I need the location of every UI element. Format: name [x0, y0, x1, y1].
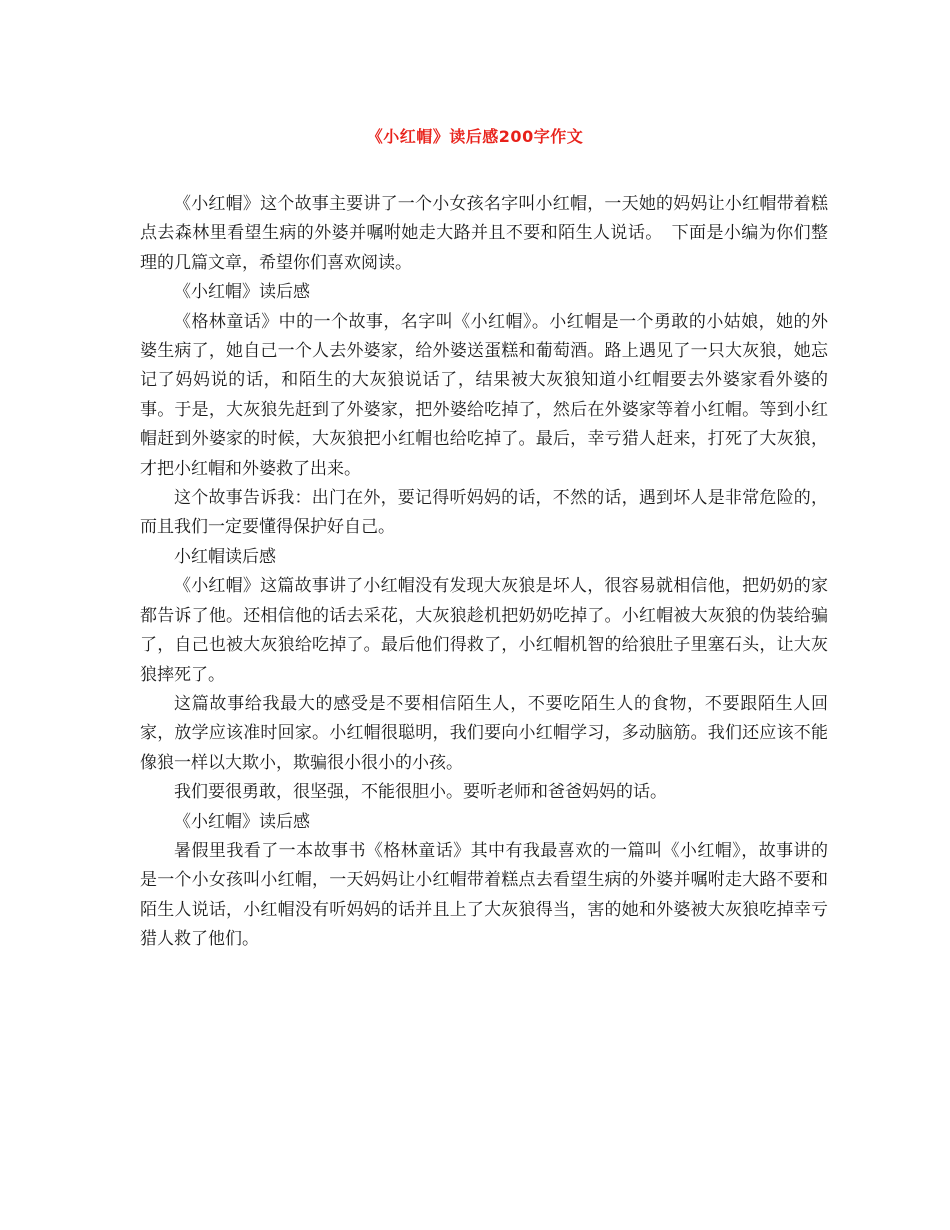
paragraph: 我们要很勇敢，很坚强，不能很胆小。要听老师和爸爸妈妈的话。 — [174, 782, 667, 803]
paragraph: 这个故事告诉我：出门在外，要记得听妈妈的话，不然的话，遇到坏人是非常危险的，而且我们一定要懂得保护好自己。 — [140, 488, 828, 538]
paragraph: 这篇故事给我最大的感受是不要相信陌生人，不要吃陌生人的食物，不要跟陌生人回家，放学应该准时回家。小红帽很聪明，我们要向小红帽学习，多动脑筋。我们还应该不能像狼一样以大欺小，欺骗很小很小的小孩。 — [140, 693, 828, 773]
section-heading: 《小红帽》读后感 — [174, 811, 310, 832]
paragraph-intro: 《小红帽》这个故事主要讲了一个小女孩名字叫小红帽，一天她的妈妈让小红帽带着糕点去森林里看望生病的外婆并嘱咐她走大路并且不要和陌生人说话。 下面是小编为你们整理的几篇文章，希望你们喜欢阅读。 — [140, 194, 828, 273]
document-body — [140, 190, 828, 955]
paragraph: 《格林童话》中的一个故事，名字叫《小红帽》。小红帽是一个勇敢的小姑娘，她的外婆生病了，她自己一个人去外婆家，给外婆送蛋糕和葡萄酒。路上遇见了一只大灰狼，她忘记了妈妈说的话，和陌生的大灰狼说话了，结果被大灰狼知道小红帽要去外婆家看外婆的事。于是，大灰狼先赶到了外婆家，把外婆给吃掉了，然后在外婆家等着小红帽。等到小红帽赶到外婆家的时候，大灰狼把小红帽也给吃掉了。最后，幸亏猎人赶来，打死了大灰狼，才把小红帽和外婆救了出来。 — [140, 311, 828, 479]
document-title: 《小红帽》读后感200字作文 — [366, 127, 584, 146]
paragraph: 暑假里我看了一本故事书《格林童话》其中有我最喜欢的一篇叫《小红帽》，故事讲的是一个小女孩叫小红帽，一天妈妈让小红帽带着糕点去看望生病的外婆并嘱咐走大路不要和陌生人说话，小红帽没有听妈妈的话并且上了大灰狼得当，害的她和外婆被大灰狼吃掉幸亏猎人救了他们。 — [140, 840, 828, 950]
paragraph: 《小红帽》这篇故事讲了小红帽没有发现大灰狼是坏人，很容易就相信他，把奶奶的家都告诉了他。还相信他的话去采花，大灰狼趁机把奶奶吃掉了。小红帽被大灰狼的伪装给骗了，自己也被大灰狼给吃掉了。最后他们得救了，小红帽机智的给狼肚子里塞石头，让大灰狼摔死了。 — [140, 576, 828, 685]
section-heading: 小红帽读后感 — [174, 546, 276, 567]
section-heading: 《小红帽》读后感 — [174, 282, 310, 303]
